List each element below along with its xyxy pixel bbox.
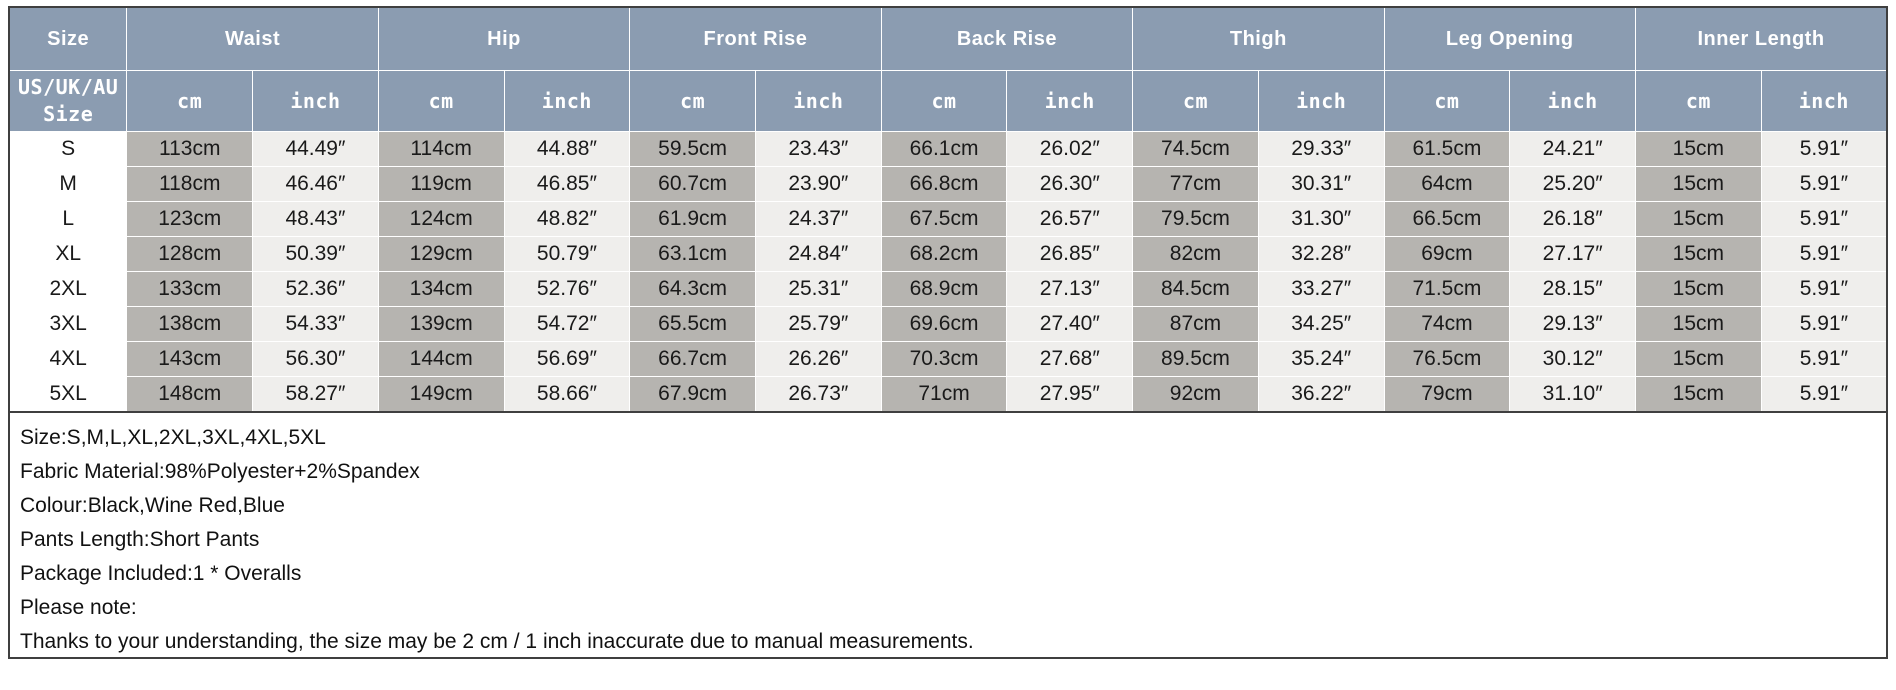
cell-thigh-cm: 89.5cm (1133, 342, 1259, 377)
cell-thigh-inch: 30.31″ (1258, 167, 1384, 202)
cell-hip-cm: 149cm (378, 377, 504, 412)
note-size: Size:S,M,L,XL,2XL,3XL,4XL,5XL (20, 425, 326, 449)
cell-front-rise-inch: 25.79″ (755, 307, 881, 342)
cell-thigh-cm: 92cm (1133, 377, 1259, 412)
cell-front-rise-inch: 23.43″ (755, 132, 881, 167)
cell-waist-cm: 123cm (127, 202, 253, 237)
cell-waist-inch: 52.36″ (253, 272, 379, 307)
cell-front-rise-inch: 26.73″ (755, 377, 881, 412)
cell-inner-length-cm: 15cm (1636, 237, 1762, 272)
cell-hip-cm: 114cm (378, 132, 504, 167)
cell-waist-cm: 113cm (127, 132, 253, 167)
cell-thigh-inch: 35.24″ (1258, 342, 1384, 377)
cell-hip-cm: 144cm (378, 342, 504, 377)
header-unit-cm-leg-opening: cm (1384, 71, 1510, 132)
header-unit-cm-back-rise: cm (881, 71, 1007, 132)
note-measurement-disclaimer: Thanks to your understanding, the size may be 2 cm / 1 inch inaccurate due to manual measurements. (20, 629, 974, 653)
cell-hip-inch: 46.85″ (504, 167, 630, 202)
cell-hip-cm: 119cm (378, 167, 504, 202)
header-unit-cm-front-rise: cm (630, 71, 756, 132)
cell-front-rise-cm: 66.7cm (630, 342, 756, 377)
cell-back-rise-cm: 68.9cm (881, 272, 1007, 307)
cell-waist-cm: 118cm (127, 167, 253, 202)
header-group-leg-opening: Leg Opening (1384, 7, 1635, 71)
header-region-size-line2: Size (43, 102, 94, 126)
cell-hip-inch: 50.79″ (504, 237, 630, 272)
cell-thigh-cm: 77cm (1133, 167, 1259, 202)
cell-waist-inch: 50.39″ (253, 237, 379, 272)
cell-hip-inch: 52.76″ (504, 272, 630, 307)
cell-size: S (9, 132, 127, 167)
note-colour: Colour:Black,Wine Red,Blue (20, 493, 285, 517)
note-please-note: Please note: (20, 595, 137, 619)
cell-hip-cm: 139cm (378, 307, 504, 342)
cell-front-rise-cm: 65.5cm (630, 307, 756, 342)
cell-hip-cm: 129cm (378, 237, 504, 272)
cell-inner-length-inch: 5.91″ (1761, 167, 1887, 202)
cell-inner-length-inch: 5.91″ (1761, 307, 1887, 342)
cell-front-rise-cm: 63.1cm (630, 237, 756, 272)
cell-front-rise-inch: 24.84″ (755, 237, 881, 272)
header-unit-cm-thigh: cm (1133, 71, 1259, 132)
table-row (9, 202, 1887, 237)
cell-back-rise-inch: 27.95″ (1007, 377, 1133, 412)
header-group-row (9, 7, 1887, 71)
cell-leg-opening-cm: 71.5cm (1384, 272, 1510, 307)
table-row (9, 237, 1887, 272)
header-region-size-line1: US/UK/AU (18, 75, 119, 99)
cell-inner-length-cm: 15cm (1636, 377, 1762, 412)
cell-size: 2XL (9, 272, 127, 307)
cell-inner-length-inch: 5.91″ (1761, 237, 1887, 272)
cell-back-rise-inch: 26.30″ (1007, 167, 1133, 202)
cell-front-rise-cm: 59.5cm (630, 132, 756, 167)
cell-front-rise-cm: 67.9cm (630, 377, 756, 412)
cell-back-rise-cm: 71cm (881, 377, 1007, 412)
cell-inner-length-cm: 15cm (1636, 272, 1762, 307)
header-group-thigh: Thigh (1133, 7, 1384, 71)
cell-inner-length-inch: 5.91″ (1761, 202, 1887, 237)
cell-leg-opening-inch: 24.21″ (1510, 132, 1636, 167)
cell-leg-opening-inch: 30.12″ (1510, 342, 1636, 377)
cell-leg-opening-cm: 79cm (1384, 377, 1510, 412)
cell-back-rise-cm: 67.5cm (881, 202, 1007, 237)
cell-inner-length-cm: 15cm (1636, 167, 1762, 202)
table-row (9, 377, 1887, 412)
cell-hip-inch: 56.69″ (504, 342, 630, 377)
header-unit-inch-inner-length: inch (1761, 71, 1887, 132)
table-header (9, 7, 1887, 132)
cell-back-rise-inch: 26.02″ (1007, 132, 1133, 167)
cell-thigh-cm: 74.5cm (1133, 132, 1259, 167)
cell-back-rise-inch: 26.57″ (1007, 202, 1133, 237)
cell-thigh-cm: 87cm (1133, 307, 1259, 342)
cell-hip-inch: 58.66″ (504, 377, 630, 412)
header-unit-inch-front-rise: inch (755, 71, 881, 132)
header-unit-inch-leg-opening: inch (1510, 71, 1636, 132)
header-region-size (9, 71, 127, 132)
header-unit-cm-hip: cm (378, 71, 504, 132)
cell-waist-inch: 54.33″ (253, 307, 379, 342)
cell-front-rise-inch: 25.31″ (755, 272, 881, 307)
cell-waist-inch: 46.46″ (253, 167, 379, 202)
table-row (9, 132, 1887, 167)
cell-back-rise-cm: 69.6cm (881, 307, 1007, 342)
header-unit-cm-inner-length: cm (1636, 71, 1762, 132)
header-unit-inch-hip: inch (504, 71, 630, 132)
table-body (9, 132, 1887, 412)
cell-inner-length-inch: 5.91″ (1761, 377, 1887, 412)
cell-waist-cm: 148cm (127, 377, 253, 412)
cell-front-rise-inch: 23.90″ (755, 167, 881, 202)
cell-leg-opening-inch: 25.20″ (1510, 167, 1636, 202)
cell-thigh-cm: 82cm (1133, 237, 1259, 272)
cell-inner-length-inch: 5.91″ (1761, 342, 1887, 377)
cell-inner-length-inch: 5.91″ (1761, 272, 1887, 307)
cell-hip-inch: 44.88″ (504, 132, 630, 167)
cell-back-rise-cm: 66.8cm (881, 167, 1007, 202)
cell-waist-inch: 44.49″ (253, 132, 379, 167)
cell-hip-cm: 124cm (378, 202, 504, 237)
cell-leg-opening-cm: 64cm (1384, 167, 1510, 202)
cell-leg-opening-cm: 74cm (1384, 307, 1510, 342)
cell-back-rise-inch: 27.40″ (1007, 307, 1133, 342)
cell-thigh-cm: 79.5cm (1133, 202, 1259, 237)
cell-hip-inch: 54.72″ (504, 307, 630, 342)
cell-leg-opening-cm: 66.5cm (1384, 202, 1510, 237)
cell-waist-inch: 48.43″ (253, 202, 379, 237)
cell-thigh-inch: 29.33″ (1258, 132, 1384, 167)
header-size: Size (9, 7, 127, 71)
cell-waist-cm: 128cm (127, 237, 253, 272)
note-fabric-material: Fabric Material:98%Polyester+2%Spandex (20, 459, 420, 483)
cell-size: M (9, 167, 127, 202)
cell-thigh-cm: 84.5cm (1133, 272, 1259, 307)
cell-inner-length-cm: 15cm (1636, 132, 1762, 167)
cell-front-rise-cm: 64.3cm (630, 272, 756, 307)
cell-front-rise-inch: 26.26″ (755, 342, 881, 377)
cell-waist-cm: 143cm (127, 342, 253, 377)
note-pants-length: Pants Length:Short Pants (20, 527, 260, 551)
header-sub-row (9, 71, 1887, 132)
cell-waist-cm: 138cm (127, 307, 253, 342)
cell-back-rise-inch: 26.85″ (1007, 237, 1133, 272)
header-group-inner-length: Inner Length (1636, 7, 1888, 71)
cell-front-rise-cm: 60.7cm (630, 167, 756, 202)
cell-thigh-inch: 34.25″ (1258, 307, 1384, 342)
table-row (9, 272, 1887, 307)
cell-thigh-inch: 33.27″ (1258, 272, 1384, 307)
cell-back-rise-cm: 70.3cm (881, 342, 1007, 377)
cell-size: 3XL (9, 307, 127, 342)
cell-leg-opening-cm: 61.5cm (1384, 132, 1510, 167)
cell-waist-inch: 56.30″ (253, 342, 379, 377)
cell-back-rise-cm: 68.2cm (881, 237, 1007, 272)
cell-size: 5XL (9, 377, 127, 412)
cell-thigh-inch: 36.22″ (1258, 377, 1384, 412)
header-group-front-rise: Front Rise (630, 7, 881, 71)
table-row (9, 167, 1887, 202)
cell-leg-opening-inch: 31.10″ (1510, 377, 1636, 412)
header-group-back-rise: Back Rise (881, 7, 1132, 71)
cell-back-rise-inch: 27.13″ (1007, 272, 1133, 307)
header-unit-inch-thigh: inch (1258, 71, 1384, 132)
size-chart-table (8, 6, 1888, 413)
cell-leg-opening-inch: 28.15″ (1510, 272, 1636, 307)
header-group-hip: Hip (378, 7, 629, 71)
cell-thigh-inch: 32.28″ (1258, 237, 1384, 272)
cell-back-rise-cm: 66.1cm (881, 132, 1007, 167)
cell-thigh-inch: 31.30″ (1258, 202, 1384, 237)
table-row (9, 342, 1887, 377)
cell-hip-inch: 48.82″ (504, 202, 630, 237)
cell-inner-length-cm: 15cm (1636, 202, 1762, 237)
header-unit-inch-waist: inch (253, 71, 379, 132)
cell-size: L (9, 202, 127, 237)
cell-size: XL (9, 237, 127, 272)
header-unit-cm-waist: cm (127, 71, 253, 132)
cell-leg-opening-inch: 26.18″ (1510, 202, 1636, 237)
cell-waist-cm: 133cm (127, 272, 253, 307)
cell-inner-length-cm: 15cm (1636, 342, 1762, 377)
cell-leg-opening-inch: 27.17″ (1510, 237, 1636, 272)
table-row (9, 307, 1887, 342)
header-unit-inch-back-rise: inch (1007, 71, 1133, 132)
cell-front-rise-cm: 61.9cm (630, 202, 756, 237)
cell-inner-length-inch: 5.91″ (1761, 132, 1887, 167)
cell-size: 4XL (9, 342, 127, 377)
cell-leg-opening-inch: 29.13″ (1510, 307, 1636, 342)
note-package-included: Package Included:1 * Overalls (20, 561, 302, 585)
product-notes (8, 413, 1888, 659)
cell-inner-length-cm: 15cm (1636, 307, 1762, 342)
cell-back-rise-inch: 27.68″ (1007, 342, 1133, 377)
header-group-waist: Waist (127, 7, 378, 71)
cell-waist-inch: 58.27″ (253, 377, 379, 412)
cell-leg-opening-cm: 76.5cm (1384, 342, 1510, 377)
cell-hip-cm: 134cm (378, 272, 504, 307)
cell-leg-opening-cm: 69cm (1384, 237, 1510, 272)
cell-front-rise-inch: 24.37″ (755, 202, 881, 237)
